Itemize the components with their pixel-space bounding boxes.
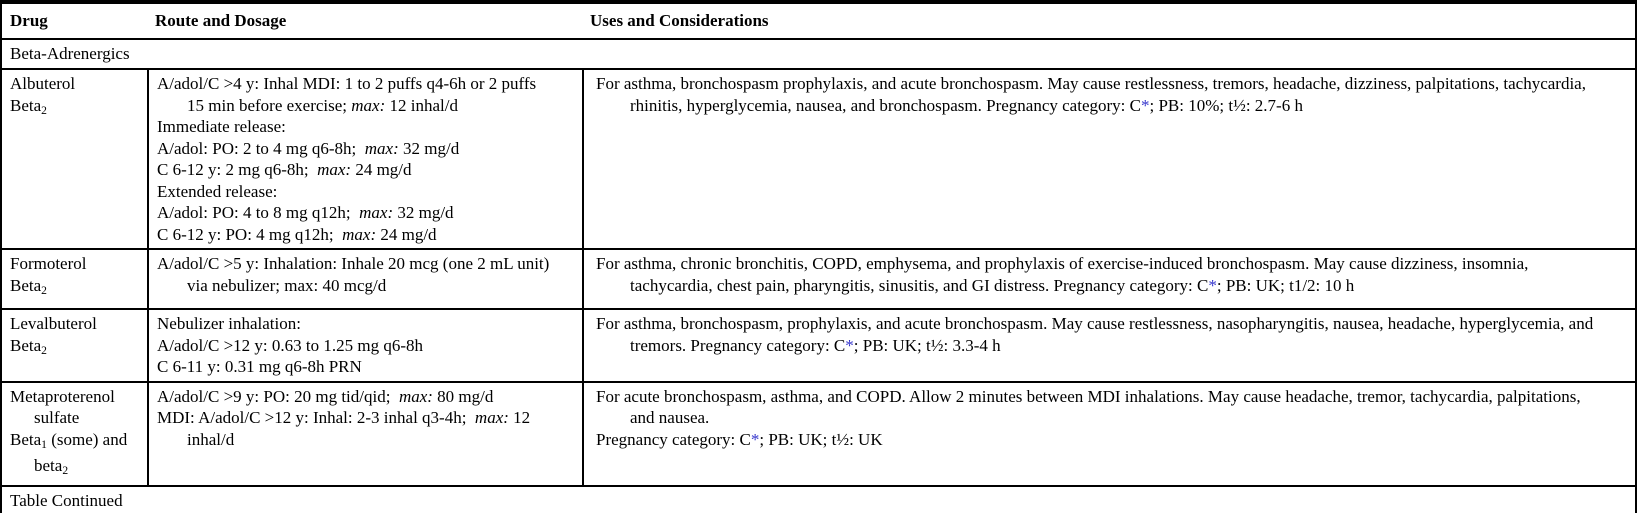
text-segment: Pregnancy category: C [596, 429, 751, 449]
table-header-row [2, 4, 1635, 38]
drug-cell [2, 383, 147, 485]
drug-cell [2, 70, 147, 248]
text-segment: 24 mg/d [376, 224, 437, 244]
text-segment: 2 [41, 283, 47, 297]
text-segment: ; PB: UK; t½: UK [759, 429, 883, 449]
text-segment: Formoterol [10, 254, 87, 273]
table-continued-label: Table Continued [10, 490, 123, 510]
text-line [157, 116, 574, 138]
text-line [157, 73, 574, 95]
text-segment: 32 mg/d [393, 203, 454, 222]
column-header-uses-and-considerations: Uses and Considerations [590, 11, 769, 30]
text-segment: 12 inhal/d [385, 95, 458, 115]
text-segment: 2 [41, 103, 47, 117]
drug-row [2, 68, 1635, 248]
text-segment: and nausea. [630, 408, 710, 427]
text-segment: A/adol: PO: 4 to 8 mg q12h; [157, 203, 360, 222]
text-line [157, 253, 574, 275]
text-segment: C 6-11 y: 0.31 mg q6-8h PRN [157, 357, 362, 376]
text-line [157, 181, 574, 203]
text-segment: For asthma, bronchospasm, prophylaxis, and acute bronchospasm. May cause restlessness, nasopharyngitis, nausea, headache, hyperglycemia, and [596, 314, 1594, 333]
text-segment: Extended release: [157, 181, 278, 201]
text-segment: A/adol/C >4 y: Inhal MDI: 1 to 2 puffs q4-6h or 2 puffs [157, 74, 537, 93]
route-and-dosage-cell [147, 383, 582, 485]
text-line [596, 275, 1627, 297]
text-segment: 15 min before exercise; [187, 95, 352, 115]
pregnancy-category-asterisk: * [1208, 275, 1217, 295]
drug-row [2, 248, 1635, 308]
text-segment: 1 [41, 437, 47, 451]
pregnancy-category-asterisk: * [1140, 95, 1150, 115]
text-segment: Immediate release: [157, 117, 286, 136]
route-and-dosage-cell [147, 310, 582, 381]
text-segment: Nebulizer inhalation: [157, 314, 301, 333]
text-segment: 80 mg/d [432, 386, 494, 406]
text-segment: rhinitis, hyperglycemia, nausea, and bronchospasm. Pregnancy category: C [630, 95, 1141, 115]
text-line [157, 275, 574, 297]
text-line [596, 407, 1627, 429]
text-line [10, 429, 139, 456]
text-segment: For asthma, chronic bronchitis, COPD, emphysema, and prophylaxis of exercise-induced bronchospasm. May cause dizziness, insomnia, [596, 254, 1529, 273]
drug-row [2, 308, 1635, 381]
text-segment: Beta [10, 335, 42, 355]
text-line [10, 73, 139, 95]
text-line [157, 224, 574, 246]
uses-and-considerations-cell [582, 310, 1635, 381]
text-segment: ; PB: UK; t½: 3.3-4 h [853, 335, 1001, 355]
text-segment: via nebulizer; max: 40 mcg/d [187, 275, 387, 295]
text-segment: tachycardia, chest pain, pharyngitis, sinusitis, and GI distress. Pregnancy category: C [630, 275, 1209, 295]
text-line [10, 253, 139, 275]
text-segment: Beta [10, 275, 42, 295]
text-line [596, 429, 1627, 451]
text-line [596, 73, 1627, 95]
text-line [10, 313, 139, 335]
uses-and-considerations-cell [582, 383, 1635, 485]
text-segment: inhal/d [187, 429, 235, 449]
text-line [157, 202, 574, 224]
text-segment: max: [364, 138, 399, 158]
text-segment: A/adol: PO: 2 to 4 mg q6-8h; [157, 138, 365, 158]
text-segment: (some) and [46, 429, 128, 449]
text-segment: Beta [10, 95, 42, 115]
text-segment: 12 [508, 408, 531, 427]
text-segment: For asthma, bronchospasm prophylaxis, and acute bronchospasm. May cause restlessness, tremors, headache, dizziness, palpitations, tachycardia, [596, 74, 1586, 93]
text-segment: ; PB: 10%; t½: 2.7-6 h [1149, 95, 1303, 115]
text-line [157, 159, 574, 181]
drug-rows [2, 68, 1635, 485]
text-segment: max: [317, 160, 352, 179]
text-line [10, 455, 139, 482]
text-segment: tremors. Pregnancy category: C [630, 335, 846, 355]
text-segment: C 6-12 y: 2 mg q6-8h; [157, 160, 318, 179]
route-and-dosage-cell [147, 70, 582, 248]
text-line [157, 138, 574, 160]
text-segment: C 6-12 y: PO: 4 mg q12h; [157, 224, 343, 244]
text-segment: Metaproterenol [10, 386, 115, 406]
route-and-dosage-cell [147, 250, 582, 308]
text-segment: max: [342, 224, 377, 244]
text-segment: max: [398, 386, 433, 406]
text-segment: 24 mg/d [351, 160, 412, 179]
text-segment: ; PB: UK; t1/2: 10 h [1216, 275, 1355, 295]
text-line [596, 253, 1627, 275]
table-continued-row [2, 485, 1635, 513]
text-line [10, 275, 139, 302]
text-segment: max: [474, 408, 509, 427]
text-line [596, 95, 1627, 117]
text-line [157, 386, 574, 408]
text-line [157, 429, 574, 451]
text-segment: For acute bronchospasm, asthma, and COPD. Allow 2 minutes between MDI inhalations. May cause headache, tremor, tachycardia, palpitations, [596, 386, 1581, 406]
uses-and-considerations-cell [582, 70, 1635, 248]
drug-cell [2, 310, 147, 381]
text-segment: Beta [10, 429, 42, 449]
text-segment: Albuterol [10, 74, 76, 93]
section-header-label: Beta-Adrenergics [10, 44, 130, 63]
text-line [596, 313, 1627, 335]
column-header-drug: Drug [10, 11, 48, 30]
text-line [10, 335, 139, 362]
text-segment: max: [351, 95, 386, 115]
text-segment: A/adol/C >5 y: Inhalation: Inhale 20 mcg (one 2 mL unit) [157, 254, 550, 273]
text-segment: A/adol/C >12 y: 0.63 to 1.25 mg q6-8h [157, 335, 423, 355]
text-segment: 32 mg/d [398, 138, 460, 158]
text-segment: sulfate [34, 408, 80, 427]
uses-and-considerations-cell [582, 250, 1635, 308]
text-line [596, 335, 1627, 357]
pregnancy-category-asterisk: * [845, 335, 854, 355]
drug-row [2, 381, 1635, 485]
text-line [157, 335, 574, 357]
text-line [596, 386, 1627, 408]
text-segment: MDI: A/adol/C >12 y: Inhal: 2-3 inhal q3-4h; [157, 408, 475, 427]
drug-cell [2, 250, 147, 308]
text-segment: Levalbuterol [10, 314, 97, 333]
text-line [157, 313, 574, 335]
text-line [10, 407, 139, 429]
text-line [10, 386, 139, 408]
text-line [157, 95, 574, 117]
text-segment: max: [359, 203, 394, 222]
text-segment: 2 [62, 464, 69, 478]
text-segment: A/adol/C >9 y: PO: 20 mg tid/qid; [157, 386, 399, 406]
section-header-row [2, 38, 1635, 68]
text-line [10, 95, 139, 122]
text-segment: beta [34, 456, 63, 476]
text-line [157, 407, 574, 429]
text-segment: 2 [41, 343, 47, 357]
text-line [157, 356, 574, 378]
pregnancy-category-asterisk: * [750, 429, 760, 449]
column-header-route-and-dosage: Route and Dosage [155, 11, 287, 30]
